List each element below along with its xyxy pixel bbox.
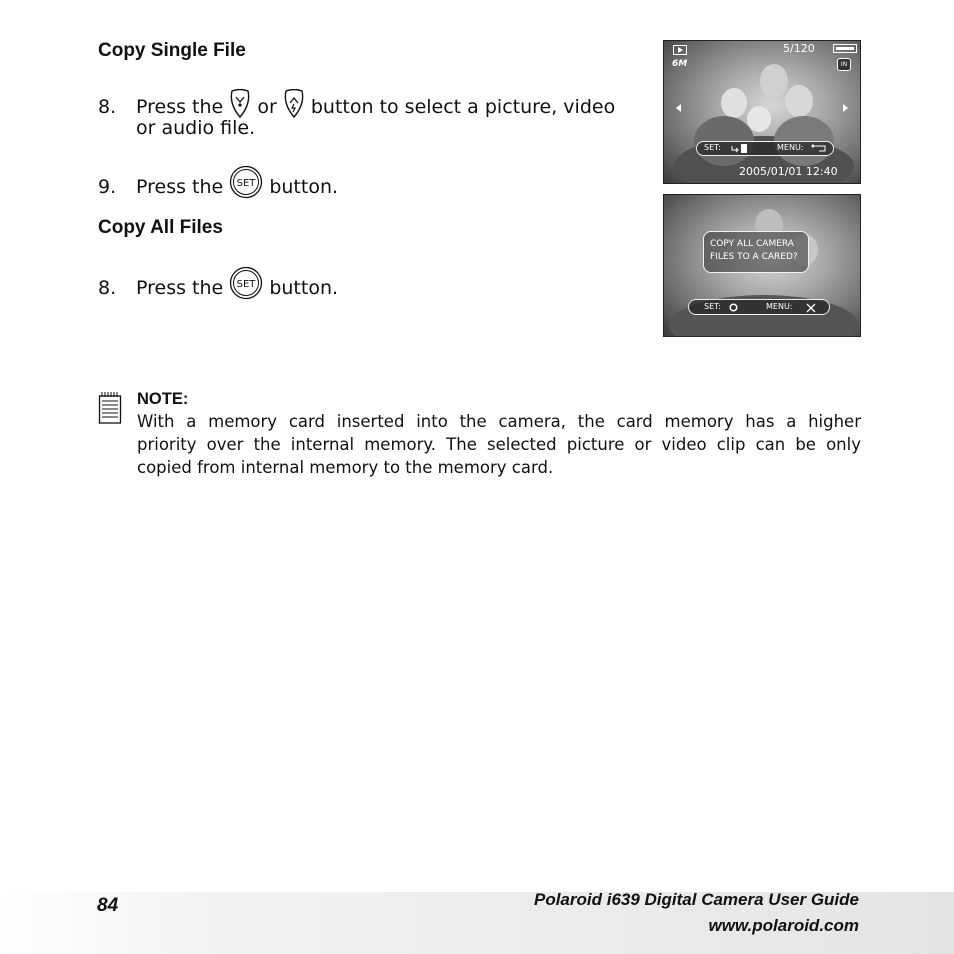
set-button-label: SET: [236, 279, 256, 290]
heading-copy-single-file: Copy Single File: [98, 40, 246, 61]
softkey-bar: [688, 299, 830, 315]
set-softkey-label: SET:: [704, 302, 721, 311]
footer-guide-title: Polaroid i639 Digital Camera User Guide: [533, 890, 859, 909]
step-8-all: [98, 266, 338, 307]
footer-website-link[interactable]: www.polaroid.com: [708, 916, 859, 935]
confirm-circle-icon: [729, 303, 738, 314]
step-text-post: button to select a picture, video: [310, 96, 616, 118]
set-button-label: SET: [236, 178, 256, 189]
step-8-single-line2: or audio file.: [136, 117, 256, 139]
set-button-icon: [229, 165, 263, 206]
left-arrow-icon: [674, 98, 682, 117]
dialog-line-1: COPY ALL CAMERA: [710, 239, 794, 249]
step-number: 8.: [98, 96, 117, 118]
step-9-single: [98, 165, 338, 206]
dialog-line-2: FILES TO A CARED?: [710, 252, 798, 262]
camera-screen-copy-all: [663, 194, 861, 337]
menu-softkey-label: MENU:: [777, 143, 804, 152]
note-line-1: With a memory card inserted into the camera, the card memory has a higher: [137, 412, 861, 431]
notepad-icon: [98, 391, 122, 429]
step-number: 9.: [98, 176, 117, 198]
step-text: Press the: [136, 96, 224, 118]
step-text-or: or: [257, 96, 277, 118]
step-number: 8.: [98, 277, 117, 299]
note-line-3: copied from internal memory to the memory card.: [137, 458, 554, 477]
note-line-2: priority over the internal memory. The selected picture or video clip can be only: [137, 435, 861, 454]
copy-file-icon: [730, 143, 750, 156]
page-number: 84: [97, 895, 119, 916]
cancel-x-icon: [806, 303, 816, 315]
image-counter: 5/120: [783, 42, 815, 55]
step-text: Press the: [136, 176, 224, 198]
battery-icon: [833, 44, 857, 53]
internal-memory-badge: IN: [837, 58, 851, 71]
up-button-icon: [283, 89, 305, 126]
camera-screen-playback: [663, 40, 861, 184]
step-text-post: button.: [269, 277, 339, 299]
date-time-stamp: 2005/01/01 12:40: [739, 165, 838, 178]
softkey-bar: [696, 141, 834, 156]
step-text: Press the: [136, 277, 224, 299]
note-title: NOTE:: [137, 390, 189, 408]
step-text-post: button.: [269, 176, 339, 198]
note-body: [137, 410, 861, 479]
copy-all-dialog: [703, 231, 809, 273]
set-button-icon: [229, 266, 263, 307]
menu-softkey-label: MENU:: [766, 302, 793, 311]
family-photo-image: [664, 41, 860, 183]
set-softkey-label: SET:: [704, 143, 721, 152]
right-arrow-icon: [842, 98, 850, 117]
return-icon: [811, 143, 829, 156]
playback-mode-icon: [673, 45, 687, 55]
heading-copy-all-files: Copy All Files: [98, 217, 223, 238]
resolution-badge: 6M: [672, 59, 688, 69]
